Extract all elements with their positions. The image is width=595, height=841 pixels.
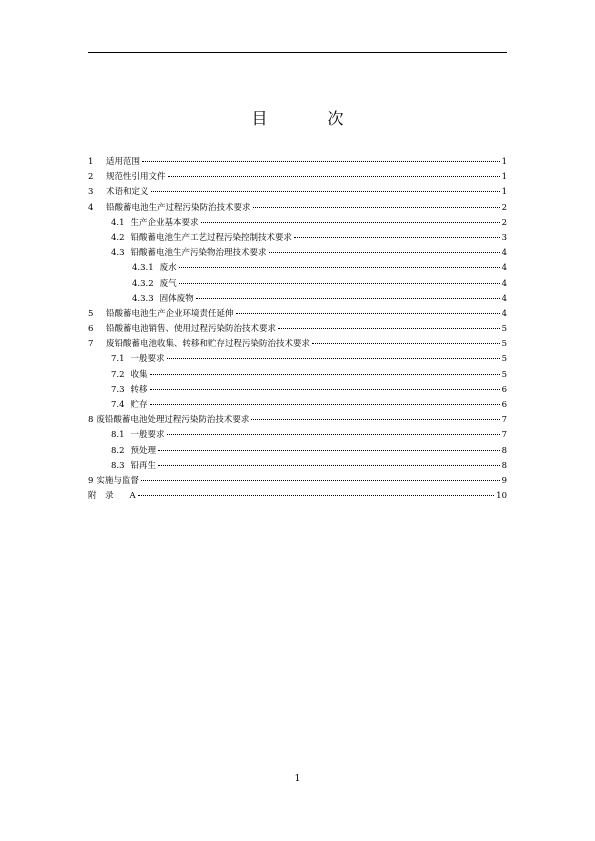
toc-leader-dots	[158, 450, 500, 451]
toc-entry-number: 附 录	[88, 491, 114, 502]
toc-entry[interactable]	[88, 459, 507, 474]
table-of-contents	[88, 155, 507, 504]
toc-entry-number: 7.2	[111, 369, 125, 380]
toc-leader-dots	[142, 161, 500, 162]
toc-entry-title: 固体废物	[159, 293, 194, 304]
toc-entry-title: 贮存	[130, 400, 148, 410]
toc-leader-dots	[236, 313, 500, 314]
toc-entry-title: 预处理	[130, 445, 157, 456]
toc-entry-number: 8	[88, 415, 94, 426]
toc-entry-page: 4	[501, 248, 507, 259]
toc-leader-dots	[278, 328, 500, 329]
toc-leader-dots	[151, 191, 500, 192]
page-number: 1	[294, 774, 301, 784]
toc-entry[interactable]	[88, 474, 507, 489]
toc-entry-page: 6	[501, 384, 507, 395]
toc-entry-page: 4	[501, 308, 507, 319]
toc-entry-title: 一般要求	[130, 354, 165, 365]
toc-entry-page: 10	[496, 491, 507, 502]
toc-leader-dots	[141, 480, 500, 481]
toc-entry[interactable]	[88, 277, 507, 292]
toc-entry[interactable]	[88, 307, 507, 322]
toc-entry-page: 8	[501, 445, 507, 456]
toc-entry-page: 2	[501, 202, 507, 213]
toc-entry[interactable]	[88, 322, 507, 337]
toc-entry[interactable]	[88, 231, 507, 246]
toc-entry-title: 废铅酸蓄电池处理过程污染防治技术要求	[96, 415, 250, 426]
toc-leader-dots	[167, 434, 500, 435]
toc-entry-title: 生产企业基本要求	[130, 217, 199, 228]
toc-entry-page: 5	[501, 354, 507, 365]
toc-entry-page: 6	[501, 400, 507, 410]
toc-entry[interactable]	[88, 368, 507, 383]
toc-entry[interactable]	[88, 261, 507, 276]
toc-entry-title: 废水	[159, 263, 177, 274]
toc-entry[interactable]	[88, 489, 507, 504]
toc-entry-page: 7	[501, 415, 507, 426]
toc-leader-dots	[251, 419, 499, 420]
toc-entry-title: 收集	[130, 369, 148, 380]
toc-entry[interactable]	[88, 170, 507, 185]
toc-leader-dots	[150, 404, 500, 405]
toc-entry-number: 5	[88, 308, 94, 319]
toc-leader-dots	[168, 176, 500, 177]
toc-entry[interactable]	[88, 216, 507, 231]
toc-entry-page: 3	[501, 232, 507, 243]
toc-entry-page: 5	[501, 324, 507, 335]
toc-entry-number: 8.3	[111, 460, 125, 471]
toc-entry-title: 规范性引用文件	[106, 172, 166, 183]
toc-entry[interactable]	[88, 246, 507, 261]
toc-leader-dots	[253, 207, 500, 208]
toc-entry-page: 2	[501, 217, 507, 228]
toc-entry-title: 术语和定义	[106, 187, 149, 198]
toc-entry-number: 3	[88, 187, 94, 198]
toc-entry[interactable]	[88, 337, 507, 352]
toc-entry-page: 5	[501, 369, 507, 380]
toc-leader-dots	[196, 298, 500, 299]
toc-entry[interactable]	[88, 201, 507, 216]
toc-entry[interactable]	[88, 398, 507, 413]
toc-entry-number: 4.2	[111, 232, 125, 243]
toc-entry[interactable]	[88, 352, 507, 367]
toc-entry-page: 5	[501, 339, 507, 350]
toc-entry-number: 4.3.3	[132, 293, 154, 304]
toc-entry-number: 7	[88, 339, 94, 350]
toc-entry-number: 4	[88, 202, 94, 213]
toc-entry[interactable]	[88, 413, 507, 428]
toc-entry-page: 9	[501, 475, 507, 486]
toc-entry-title: 转移	[130, 384, 148, 395]
toc-leader-dots	[201, 222, 500, 223]
toc-entry-number: 8.2	[111, 445, 125, 456]
toc-entry-page: 4	[501, 293, 507, 304]
toc-entry-page: 7	[501, 430, 507, 441]
toc-entry-title: 一般要求	[130, 430, 165, 441]
toc-entry-page: 4	[501, 263, 507, 274]
toc-entry-title: 铅酸蓄电池生产污染物治理技术要求	[130, 248, 267, 259]
toc-entry-page: 4	[501, 278, 507, 289]
toc-leader-dots	[312, 343, 500, 344]
toc-leader-dots	[294, 237, 500, 238]
toc-entry[interactable]	[88, 155, 507, 170]
toc-entry-number: 7.3	[111, 384, 125, 395]
toc-entry-number: 4.3.1	[132, 263, 154, 274]
toc-entry-number: 7.4	[111, 400, 125, 410]
toc-leader-dots	[150, 374, 500, 375]
toc-entry-title: 适用范围	[106, 157, 141, 167]
toc-entry[interactable]	[88, 383, 507, 398]
toc-entry-title: 铅酸蓄电池生产企业环境责任延伸	[106, 308, 234, 319]
toc-entry[interactable]	[88, 444, 507, 459]
toc-entry-title: 废气	[159, 278, 177, 289]
toc-entry-page: 1	[501, 157, 507, 167]
toc-title: 目 次	[251, 109, 366, 128]
toc-entry[interactable]	[88, 185, 507, 200]
toc-entry-number: 4.1	[111, 217, 125, 228]
toc-entry[interactable]	[88, 428, 507, 443]
toc-entry-title: 废铅酸蓄电池收集、转移和贮存过程污染防治技术要求	[106, 339, 311, 350]
toc-entry-number: 9	[88, 475, 94, 486]
toc-entry-title: 铅酸蓄电池生产过程污染防治技术要求	[106, 202, 251, 213]
toc-entry-page: 1	[501, 187, 507, 198]
toc-entry-page: 8	[501, 460, 507, 471]
toc-entry-number: 6	[88, 324, 94, 335]
toc-entry-number: 2	[88, 172, 94, 183]
toc-entry-title: A	[129, 491, 136, 502]
toc-entry-page: 1	[501, 172, 507, 183]
toc-entry[interactable]	[88, 292, 507, 307]
toc-leader-dots	[179, 283, 500, 284]
header-rule	[88, 52, 507, 53]
toc-leader-dots	[179, 267, 500, 268]
toc-entry-number: 4.3.2	[132, 278, 154, 289]
toc-entry-title: 铅酸蓄电池生产工艺过程污染控制技术要求	[130, 232, 293, 243]
toc-entry-number: 1	[88, 157, 94, 167]
toc-entry-title: 铅再生	[130, 460, 157, 471]
toc-entry-title: 实施与监督	[96, 475, 139, 486]
toc-leader-dots	[150, 389, 500, 390]
toc-leader-dots	[158, 465, 500, 466]
toc-entry-number: 8.1	[111, 430, 125, 441]
toc-leader-dots	[138, 495, 495, 496]
toc-entry-number: 7.1	[111, 354, 125, 365]
toc-leader-dots	[269, 252, 500, 253]
toc-entry-number: 4.3	[111, 248, 125, 259]
toc-leader-dots	[167, 358, 500, 359]
toc-entry-title: 铅酸蓄电池销售、使用过程污染防治技术要求	[106, 324, 277, 335]
